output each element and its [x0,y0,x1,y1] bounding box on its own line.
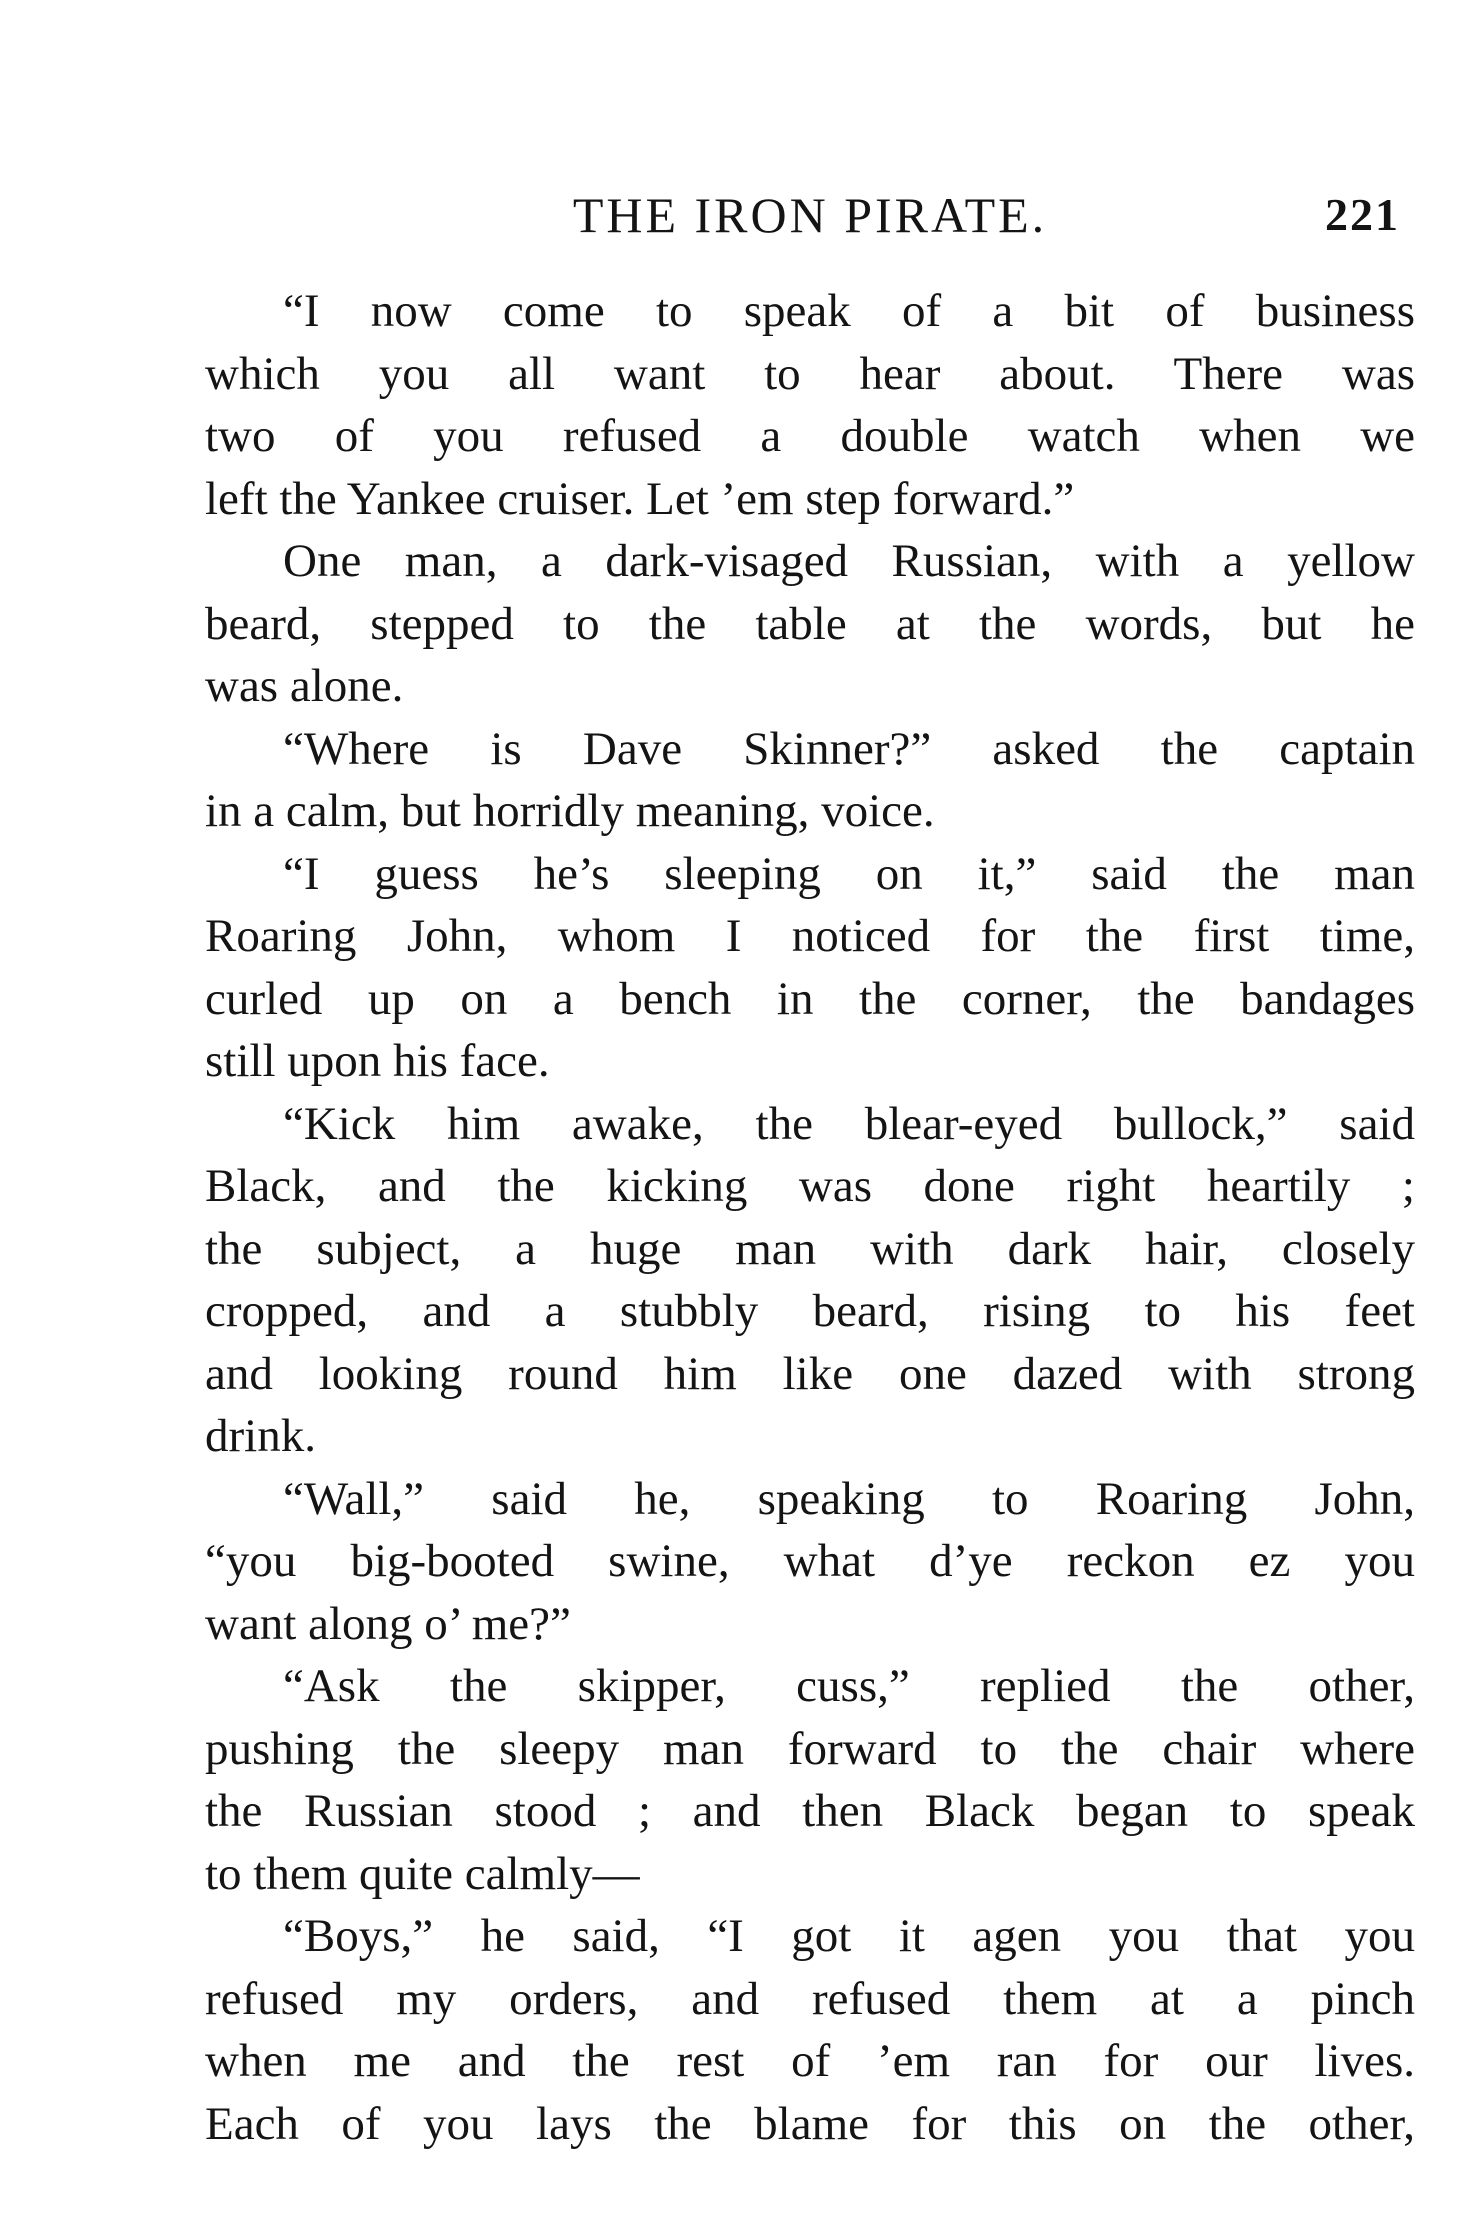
text-line: “Boys,” he said, “I got it agen you that you [283,1910,1415,1962]
text-line: and looking round him like one dazed with strong [205,1347,1415,1400]
text-line: Roaring John, whom I noticed for the first time, [205,910,1415,962]
text-line: “you big-booted swine, what d’ye reckon ez you [205,1535,1415,1587]
text-line: cropped, and a stubbly beard, rising to his feet [205,1285,1415,1337]
text-line: “I guess he’s sleeping on it,” said the man [283,847,1415,900]
text-line: “Kick him awake, the blear-eyed bullock,” said [283,1097,1415,1150]
text-line: the Russian stood ; and then Black began to speak [205,1785,1415,1837]
text-line: Each of you lays the blame for this on the other, [205,2097,1415,2150]
text-line: two of you refused a double watch when we [205,410,1415,462]
text-line: still upon his face. [205,1035,550,1087]
text-line: left the Yankee cruiser. Let ’em step forward.” [205,472,1075,525]
text-line: “I now come to speak of a bit of business [283,285,1415,337]
text-line: which you all want to hear about. There was [205,347,1415,400]
text-line: when me and the rest of ’em ran for our lives. [205,2035,1415,2087]
text-line: “Where is Dave Skinner?” asked the captain [283,722,1415,775]
running-head [205,180,1415,250]
text-line: the subject, a huge man with dark hair, closely [205,1222,1415,1275]
text-line: drink. [205,1410,316,1462]
text-line: beard, stepped to the table at the words, but he [205,597,1415,650]
text-line: One man, a dark-visaged Russian, with a yellow [283,535,1415,587]
text-line: “Ask the skipper, cuss,” replied the other, [283,1660,1415,1712]
text-line: curled up on a bench in the corner, the bandages [205,972,1415,1025]
text-line: to them quite calmly— [205,1847,640,1900]
text-line: refused my orders, and refused them at a pinch [205,1972,1415,2025]
text-line: was alone. [205,660,404,712]
page-number: 221 [1325,189,1400,240]
text-line: in a calm, but horridly meaning, voice. [205,785,935,837]
text-line: Black, and the kicking was done right heartily ; [205,1160,1415,1212]
text-line: pushing the sleepy man forward to the chair where [205,1722,1415,1775]
running-title: THE IRON PIRATE. [572,187,1048,243]
text-line: “Wall,” said he, speaking to Roaring John, [283,1472,1415,1525]
body-text [205,280,1415,2155]
text-line: want along o’ me?” [205,1597,571,1650]
